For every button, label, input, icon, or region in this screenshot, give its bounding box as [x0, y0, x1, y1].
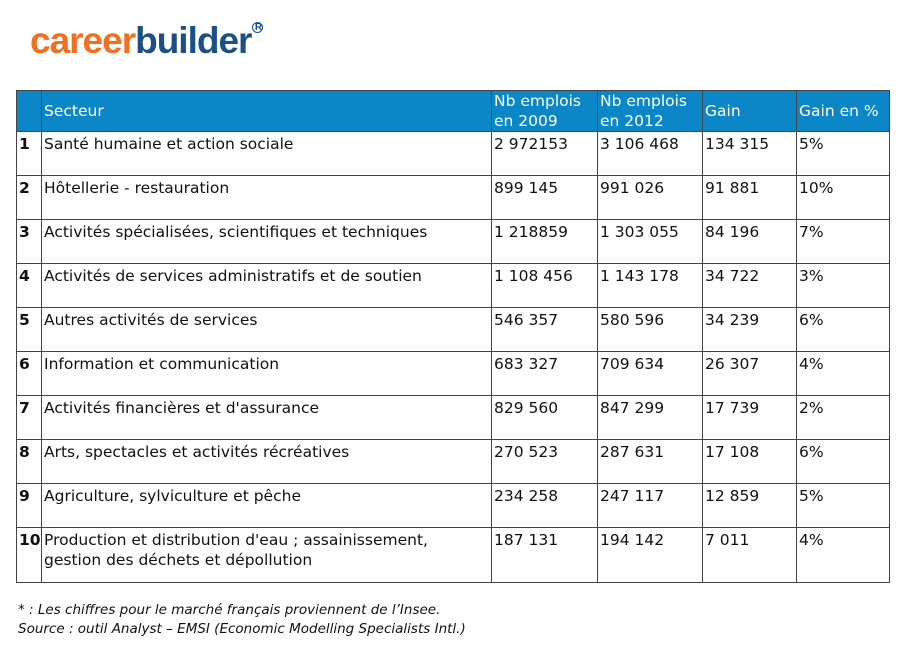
row-gain: 17 108 — [703, 440, 797, 484]
row-emplois-2012: 287 631 — [598, 440, 703, 484]
table-header-row — [17, 91, 890, 132]
row-emplois-2009: 899 145 — [492, 176, 598, 220]
row-rank: 5 — [17, 308, 42, 352]
logo-career-text: career — [30, 20, 136, 61]
row-emplois-2009: 187 131 — [492, 528, 598, 583]
row-rank: 9 — [17, 484, 42, 528]
row-gain-pct: 6% — [797, 440, 890, 484]
row-secteur: Agriculture, sylviculture et pêche — [42, 484, 492, 528]
row-secteur: Arts, spectacles et activités récréatives — [42, 440, 492, 484]
row-rank: 1 — [17, 132, 42, 176]
row-emplois-2012: 247 117 — [598, 484, 703, 528]
logo-builder-text: builder — [135, 20, 252, 61]
header-rank — [17, 91, 42, 132]
table-row — [17, 440, 890, 484]
table-row — [17, 484, 890, 528]
row-emplois-2009: 2 972153 — [492, 132, 598, 176]
table-row — [17, 220, 890, 264]
row-emplois-2009: 1 108 456 — [492, 264, 598, 308]
header-gain-pct: Gain en % — [797, 91, 890, 132]
row-emplois-2012: 194 142 — [598, 528, 703, 583]
header-emplois-2012: Nb emplois en 2012 — [598, 91, 703, 132]
row-gain-pct: 2% — [797, 396, 890, 440]
row-emplois-2009: 1 218859 — [492, 220, 598, 264]
header-secteur: Secteur — [42, 91, 492, 132]
table-row — [17, 264, 890, 308]
header-gain: Gain — [703, 91, 797, 132]
row-rank: 2 — [17, 176, 42, 220]
row-gain-pct: 5% — [797, 132, 890, 176]
row-emplois-2012: 709 634 — [598, 352, 703, 396]
row-emplois-2009: 829 560 — [492, 396, 598, 440]
row-gain: 17 739 — [703, 396, 797, 440]
sector-jobs-table — [16, 90, 890, 583]
table-row — [17, 132, 890, 176]
row-secteur: Autres activités de services — [42, 308, 492, 352]
row-rank: 6 — [17, 352, 42, 396]
row-gain: 91 881 — [703, 176, 797, 220]
footnote — [18, 601, 466, 639]
row-secteur: Information et communication — [42, 352, 492, 396]
row-gain-pct: 10% — [797, 176, 890, 220]
row-secteur: Activités financières et d'assurance — [42, 396, 492, 440]
careerbuilder-logo — [30, 18, 262, 64]
row-secteur: Activités spécialisées, scientifiques et techniques — [42, 220, 492, 264]
row-gain-pct: 4% — [797, 352, 890, 396]
row-gain-pct: 5% — [797, 484, 890, 528]
table-row — [17, 308, 890, 352]
table-row — [17, 352, 890, 396]
table-row — [17, 396, 890, 440]
row-emplois-2012: 1 303 055 — [598, 220, 703, 264]
row-gain: 12 859 — [703, 484, 797, 528]
table-row — [17, 176, 890, 220]
row-rank: 3 — [17, 220, 42, 264]
row-gain-pct: 7% — [797, 220, 890, 264]
row-emplois-2009: 270 523 — [492, 440, 598, 484]
row-secteur: Hôtellerie - restauration — [42, 176, 492, 220]
row-secteur: Production et distribution d'eau ; assainissement, gestion des déchets et dépollution — [42, 528, 492, 583]
row-gain-pct: 4% — [797, 528, 890, 583]
row-secteur: Activités de services administratifs et de soutien — [42, 264, 492, 308]
header-emplois-2009: Nb emplois en 2009 — [492, 91, 598, 132]
registered-mark-icon: R — [252, 22, 263, 33]
row-emplois-2012: 847 299 — [598, 396, 703, 440]
row-gain: 84 196 — [703, 220, 797, 264]
row-rank: 8 — [17, 440, 42, 484]
row-secteur: Santé humaine et action sociale — [42, 132, 492, 176]
footnote-insee: * : Les chiffres pour le marché français proviennent de l’Insee. — [18, 602, 441, 618]
row-gain: 7 011 — [703, 528, 797, 583]
row-emplois-2012: 1 143 178 — [598, 264, 703, 308]
row-emplois-2009: 683 327 — [492, 352, 598, 396]
row-rank: 4 — [17, 264, 42, 308]
row-gain-pct: 6% — [797, 308, 890, 352]
row-rank: 10 — [17, 528, 42, 583]
row-gain-pct: 3% — [797, 264, 890, 308]
row-gain: 26 307 — [703, 352, 797, 396]
footnote-source: Source : outil Analyst – EMSI (Economic Modelling Specialists Intl.) — [18, 621, 466, 637]
row-gain: 34 239 — [703, 308, 797, 352]
row-emplois-2009: 546 357 — [492, 308, 598, 352]
row-gain: 34 722 — [703, 264, 797, 308]
row-gain: 134 315 — [703, 132, 797, 176]
row-rank: 7 — [17, 396, 42, 440]
row-emplois-2009: 234 258 — [492, 484, 598, 528]
row-emplois-2012: 580 596 — [598, 308, 703, 352]
table-row — [17, 528, 890, 583]
row-emplois-2012: 3 106 468 — [598, 132, 703, 176]
row-emplois-2012: 991 026 — [598, 176, 703, 220]
